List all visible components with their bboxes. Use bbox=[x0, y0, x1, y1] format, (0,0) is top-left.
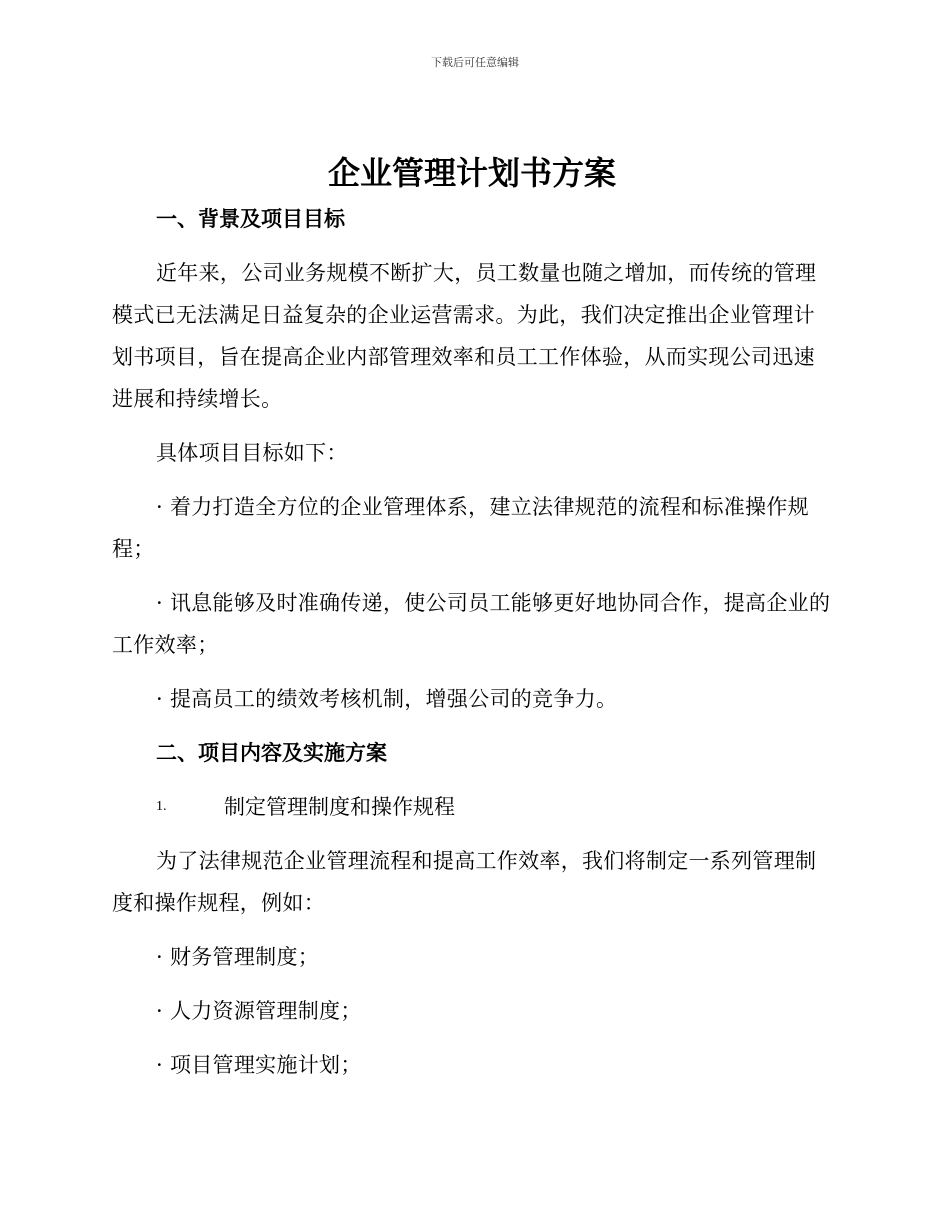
bullet-item: · 着力打造全方位的企业管理体系，建立法律规范的流程和标准操作规程； bbox=[112, 495, 809, 561]
item-number: 1. bbox=[156, 799, 167, 814]
document-title: 企业管理计划书方案 bbox=[327, 154, 616, 192]
bullet-item: · 提高员工的绩效考核机制，增强公司的竞争力。 bbox=[156, 687, 618, 711]
item-text: 制定管理制度和操作规程 bbox=[224, 795, 455, 819]
section-heading-1: 一、背景及项目目标 bbox=[156, 207, 345, 231]
bullet-item: · 人力资源管理制度； bbox=[156, 999, 362, 1023]
paragraph-goals-intro: 具体项目目标如下： bbox=[156, 441, 348, 465]
bullet-item: · 项目管理实施计划； bbox=[156, 1053, 362, 1077]
paragraph-background: 近年来，公司业务规模不断扩大，员工数量也随之增加，而传统的管理模式已无法满足日益复杂的企业运营需求。为此，我们决定推出企业管理计划书项目，旨在提高企业内部管理效率和员工工作体验，从而实现公司迅速进展和持续增长。 bbox=[112, 261, 817, 411]
bullet-item: · 讯息能够及时准确传递，使公司员工能够更好地协同合作，提高企业的工作效率； bbox=[112, 591, 831, 657]
section-heading-2: 二、项目内容及实施方案 bbox=[156, 741, 387, 765]
paragraph-management-rules: 为了法律规范企业管理流程和提高工作效率，我们将制定一系列管理制度和操作规程，例如： bbox=[112, 849, 817, 915]
bullet-item: · 财务管理制度； bbox=[156, 945, 320, 969]
page-header: 下载后可任意编辑 bbox=[431, 56, 519, 69]
numbered-item bbox=[112, 786, 832, 828]
document-body bbox=[112, 148, 832, 1086]
